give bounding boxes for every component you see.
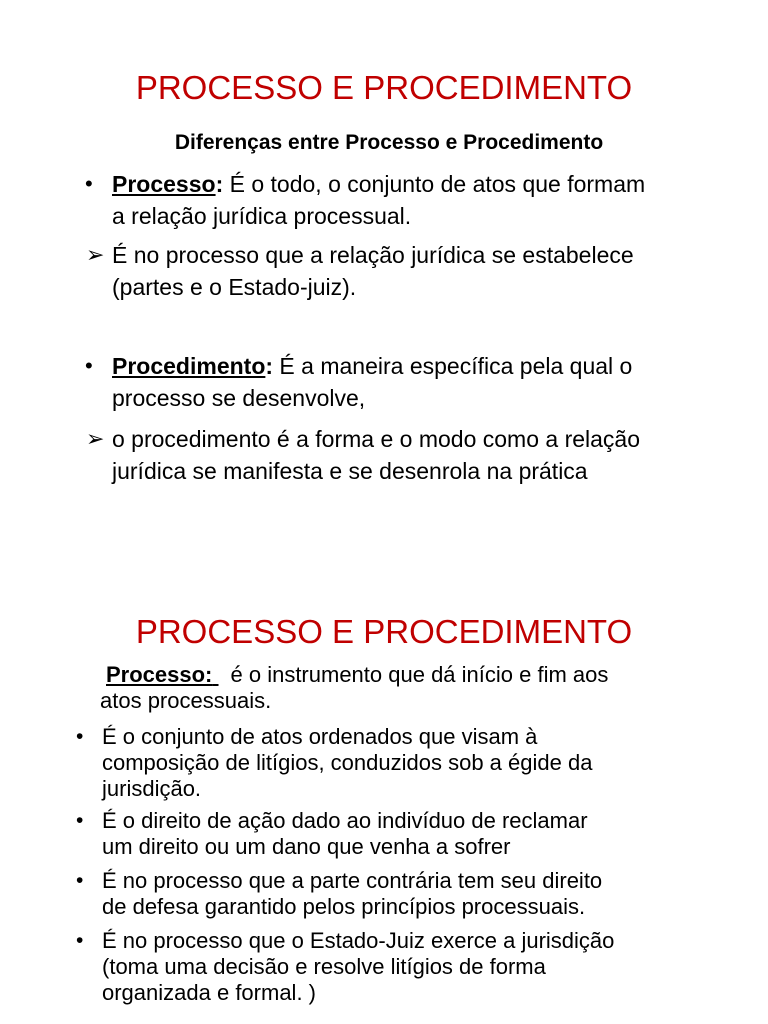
term-procedimento: Procedimento <box>112 353 266 379</box>
bullet-icon: • <box>85 353 93 378</box>
bullet-item-processo <box>85 168 752 232</box>
bullet-line: processo se desenvolve, <box>112 385 366 411</box>
arrow-bullet-icon: ➢ <box>86 426 105 451</box>
bullet-line <box>112 168 752 200</box>
bullet-icon: • <box>85 171 93 196</box>
term-processo: Processo <box>112 171 216 197</box>
arrow-item-procedimento <box>86 423 752 487</box>
lead-processo <box>100 662 760 714</box>
bullet-icon: • <box>76 725 84 748</box>
slide-2-title: PROCESSO E PROCEDIMENTO <box>135 613 633 650</box>
bullet-text: É o todo, o conjunto de atos que formam <box>223 171 646 197</box>
list-line: É no processo que a parte contrária tem seu direito <box>102 868 603 893</box>
slide-2 <box>0 512 768 1024</box>
list-line: É no processo que o Estado-Juiz exerce a jurisdição <box>102 928 615 953</box>
lead-line: atos processuais. <box>100 688 272 713</box>
arrow-bullet-icon: ➢ <box>86 242 105 267</box>
bullet-item-procedimento <box>85 350 752 414</box>
bullet-line: jurídica se manifesta e se desenrola na prática <box>112 458 588 484</box>
lead-text: é o instrumento que dá início e fim aos <box>224 662 609 687</box>
term-colon: : <box>265 353 274 379</box>
term-processo: Processo: <box>106 662 213 687</box>
lead-line <box>100 662 760 688</box>
list-line: É o conjunto de atos ordenados que visam à <box>102 724 538 749</box>
term-colon: : <box>215 171 224 197</box>
list-line: (toma uma decisão e resolve litígios de forma <box>102 954 546 979</box>
list-line: É o direito de ação dado ao indivíduo de reclamar <box>102 808 588 833</box>
arrow-item-relacao <box>86 239 752 303</box>
bullet-line: o procedimento é a forma e o modo como a relação <box>112 426 641 452</box>
list-item <box>76 868 762 920</box>
underline-gap <box>212 662 224 688</box>
bullet-line: É no processo que a relação jurídica se estabelece <box>112 242 634 268</box>
bullet-icon: • <box>76 809 84 832</box>
bullet-icon: • <box>76 929 84 952</box>
bullet-line: (partes e o Estado-juiz). <box>112 274 357 300</box>
list-item <box>76 808 762 860</box>
slide-1-subtitle: Diferenças entre Processo e Procedimento <box>174 131 604 154</box>
list-line: um direito ou um dano que venha a sofrer <box>102 834 511 859</box>
list-line: de defesa garantido pelos princípios processuais. <box>102 894 586 919</box>
list-item <box>76 724 762 802</box>
bullet-icon: • <box>76 869 84 892</box>
list-line: jurisdição. <box>102 776 202 801</box>
list-line: organizada e formal. ) <box>102 980 316 1005</box>
bullet-line <box>112 350 752 382</box>
bullet-text: É a maneira específica pela qual o <box>273 353 633 379</box>
list-item <box>76 928 762 1006</box>
list-line: composição de litígios, conduzidos sob a égide da <box>102 750 593 775</box>
bullet-line: a relação jurídica processual. <box>112 203 412 229</box>
slide-1-title: PROCESSO E PROCEDIMENTO <box>135 69 633 106</box>
